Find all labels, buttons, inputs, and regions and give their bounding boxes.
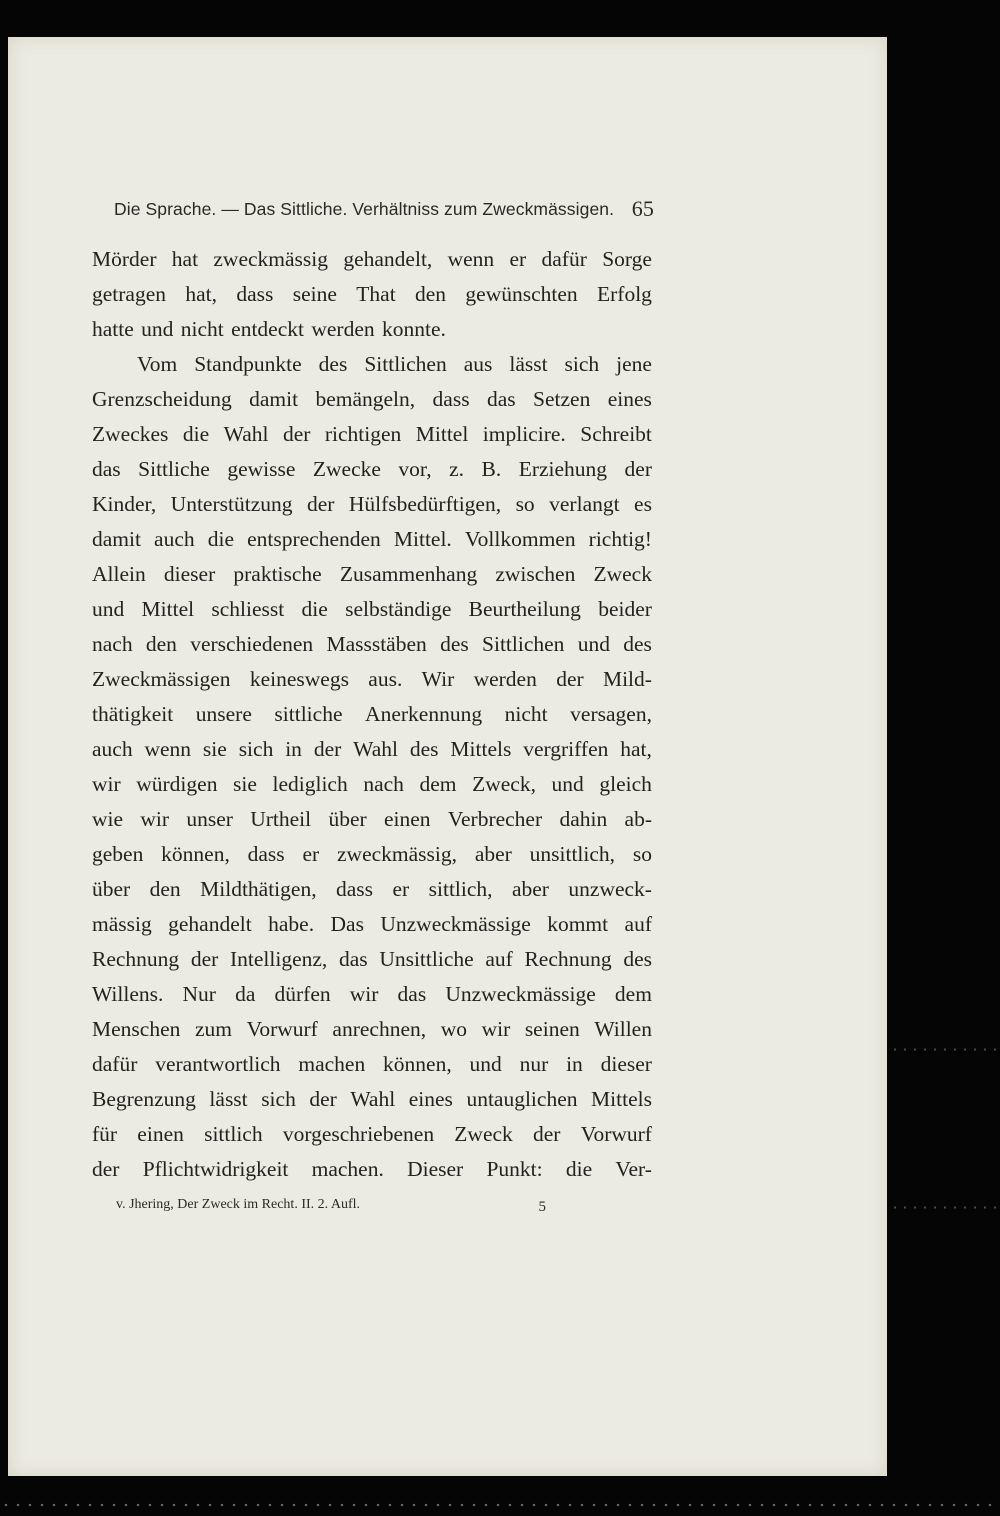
word: zwischen (495, 562, 576, 586)
word: wir (140, 807, 170, 831)
word: zweckmässig, (337, 842, 458, 866)
word: Vorwurf (246, 1017, 318, 1041)
text-line (92, 1082, 652, 1117)
word: Willen (594, 1017, 652, 1041)
text-line-content (92, 627, 652, 662)
word: Mildthätigen, (200, 877, 317, 901)
word: Dieser (407, 1157, 464, 1181)
word: Ver- (615, 1157, 652, 1181)
text-line (92, 872, 652, 907)
text-line-content (92, 1012, 652, 1047)
word: anrechnen, (332, 1017, 427, 1041)
word: der (92, 1157, 120, 1181)
text-line (92, 382, 652, 417)
text-line-content (92, 522, 652, 557)
text-line-content (92, 942, 652, 977)
word: Mittel (415, 422, 469, 446)
word: Mörder (92, 247, 157, 271)
text-line-content (92, 452, 652, 487)
word: der (306, 492, 335, 516)
word: schliesst (211, 597, 285, 621)
word: lediglich (272, 772, 348, 796)
word: auf (485, 947, 513, 971)
word: Wahl (223, 422, 269, 446)
word: jene (616, 352, 652, 376)
word: gleich (599, 772, 652, 796)
word: verlangt (549, 492, 620, 516)
word: mässig (92, 912, 152, 936)
word: sich (564, 352, 600, 376)
word: Setzen (533, 387, 591, 411)
text-line-content (92, 242, 652, 277)
word: zum (194, 1017, 232, 1041)
word: er (392, 877, 410, 901)
word: damit (249, 387, 299, 411)
text-line (92, 697, 652, 732)
word: dass (236, 282, 274, 306)
word: Rechnung (92, 947, 180, 971)
word: dem (614, 982, 652, 1006)
word: aus. (368, 667, 403, 691)
word: vor, (398, 457, 432, 481)
text-line (92, 277, 652, 312)
signature-mark: 5 (538, 1199, 546, 1215)
word: dafür (541, 247, 587, 271)
word: Mittel (141, 597, 195, 621)
word: getragen (92, 282, 167, 306)
word: der (313, 737, 342, 761)
scan-edge-dots (890, 1206, 1000, 1209)
word: verantwortlich (155, 1052, 281, 1076)
word: Vorwurf (580, 1122, 652, 1146)
word: sie (233, 772, 257, 796)
word: des (440, 632, 469, 656)
word: selbständige (345, 597, 452, 621)
word: dieser (600, 1052, 652, 1076)
footer-citation: v. Jhering, Der Zweck im Recht. II. 2. Aufl. (116, 1197, 361, 1212)
word: Allein (92, 562, 146, 586)
word: richtigen (324, 422, 402, 446)
word: vorgeschriebenen (282, 1122, 435, 1146)
word: wenn (447, 247, 495, 271)
text-line-content (92, 802, 652, 837)
word: aber (511, 877, 549, 901)
word: untauglichen (466, 1087, 578, 1111)
word: in (285, 737, 302, 761)
word: einen (137, 1122, 184, 1146)
word: sittliche (274, 702, 343, 726)
word: die (207, 527, 234, 551)
word: wie (92, 807, 124, 831)
word: bemängeln, (315, 387, 416, 411)
word: Rechnung (524, 947, 612, 971)
text-line (92, 1012, 652, 1047)
word: Zusammenhang (339, 562, 478, 586)
word: Zweck (593, 562, 652, 586)
text-line (92, 592, 652, 627)
word: unsere (195, 702, 252, 726)
text-line-content (137, 347, 652, 382)
text-line-content (92, 382, 652, 417)
word: lässt (209, 1087, 248, 1111)
word: Urtheil (250, 807, 312, 831)
word: das (397, 982, 427, 1006)
text-line-content: hatte und nicht entdeckt werden konnte. (92, 317, 446, 341)
word: der (190, 947, 219, 971)
text-line (92, 662, 652, 697)
text-line (92, 1117, 652, 1152)
scan-edge-dots (0, 1503, 1000, 1507)
word: vergriffen (523, 737, 609, 761)
word: Beurtheilung (468, 597, 581, 621)
word: und (577, 632, 610, 656)
word: zweckmässig (213, 247, 329, 271)
word: Erfolg (597, 282, 652, 306)
word: Punkt: (486, 1157, 543, 1181)
word: implicire. (482, 422, 566, 446)
text-line (92, 837, 652, 872)
page-number: 65 (631, 196, 654, 221)
text-line-content (92, 872, 652, 907)
word: Wahl (350, 1087, 396, 1111)
word: That (356, 282, 396, 306)
word: Schreibt (580, 422, 652, 446)
word: Sorge (602, 247, 652, 271)
text-line-content (92, 662, 652, 697)
word: auch (92, 737, 133, 761)
word: würdigen (136, 772, 218, 796)
word: versagen, (570, 702, 652, 726)
word: nur (519, 1052, 549, 1076)
text-line (92, 767, 652, 802)
word: der (282, 422, 311, 446)
word: richtig! (588, 527, 652, 551)
word: Wahl (353, 737, 398, 761)
word: die (182, 422, 210, 446)
text-line-content (92, 487, 652, 522)
word: Vollkommen (464, 527, 576, 551)
text-line (92, 1047, 652, 1082)
word: Erziehung (518, 457, 608, 481)
word: Verbrecher (447, 807, 543, 831)
text-line-content (92, 277, 652, 312)
word: den (149, 877, 181, 901)
word: Anerkennung (365, 702, 483, 726)
text-line-content (92, 697, 652, 732)
text-line (92, 487, 652, 522)
word: können, (161, 842, 230, 866)
word: Sittliche (138, 457, 210, 481)
word: Unterstützung (170, 492, 293, 516)
word: thätigkeit (92, 702, 174, 726)
word: dahin (559, 807, 608, 831)
word: hat (171, 247, 199, 271)
word: der (624, 457, 652, 481)
word: Unsittliche (379, 947, 474, 971)
word: Intelligenz, (229, 947, 328, 971)
text-line (92, 1152, 652, 1187)
word: das (486, 387, 516, 411)
text-line-content (92, 557, 652, 592)
word: verschiedenen (190, 632, 314, 656)
text-line (92, 977, 652, 1012)
word: gewünschten (465, 282, 578, 306)
word: nicht (504, 702, 548, 726)
word: für (92, 1122, 118, 1146)
word: Unzweckmässige (380, 912, 531, 936)
word: Zweck, (472, 772, 536, 796)
word: dem (419, 772, 457, 796)
word: da (235, 982, 256, 1006)
text-line (92, 627, 652, 662)
word: sittlich (204, 1122, 263, 1146)
word: der (556, 667, 584, 691)
page-footer (116, 1197, 546, 1213)
word: sich (261, 1087, 296, 1111)
word: einen (383, 807, 431, 831)
word: der (533, 1122, 561, 1146)
word: in (566, 1052, 583, 1076)
word: der (309, 1087, 337, 1111)
word: es (634, 492, 652, 516)
word: wir (349, 982, 379, 1006)
word: sich (238, 737, 274, 761)
word: Vom (137, 352, 178, 376)
text-line-content (92, 1047, 652, 1082)
word: gehandelt, (343, 247, 433, 271)
word: dafür (92, 1052, 138, 1076)
word: das (92, 457, 121, 481)
word: des (318, 352, 348, 376)
word: praktische (233, 562, 322, 586)
word: keineswegs (249, 667, 349, 691)
word: er (302, 842, 320, 866)
word: wo (440, 1017, 467, 1041)
text-line (92, 557, 652, 592)
word: Sittlichen (364, 352, 447, 376)
word: können, (383, 1052, 452, 1076)
word: habe. (268, 912, 315, 936)
word: des (623, 632, 652, 656)
word: aber (474, 842, 512, 866)
word: und (551, 772, 584, 796)
word: eines (607, 387, 652, 411)
text-line (92, 802, 652, 837)
text-line (92, 242, 652, 277)
word: dieser (163, 562, 216, 586)
word: aus (463, 352, 493, 376)
word: Sittlichen (482, 632, 565, 656)
text-line-content (92, 1117, 652, 1152)
word: nach (92, 632, 133, 656)
text-line-content (92, 907, 652, 942)
word: damit (92, 527, 141, 551)
text-line (92, 942, 652, 977)
word: Standpunkte (194, 352, 302, 376)
text-line (92, 417, 652, 452)
text-line (92, 732, 652, 767)
word: den (145, 632, 177, 656)
scan-edge-dots (890, 1048, 1000, 1051)
word: die (565, 1157, 593, 1181)
word: eines (408, 1087, 453, 1111)
text-line-content (92, 1082, 652, 1117)
word: gewisse (227, 457, 296, 481)
text-line-content (92, 732, 652, 767)
body-text (92, 242, 652, 1187)
word: kommt (547, 912, 609, 936)
word: unser (186, 807, 233, 831)
text-line (92, 907, 652, 942)
word: Kinder, (92, 492, 157, 516)
word: dürfen (274, 982, 331, 1006)
word: Grenzscheidung (92, 387, 232, 411)
word: B. (481, 457, 502, 481)
word: wir (481, 1017, 511, 1041)
word: Zweckes (92, 422, 169, 446)
word: entsprechenden (247, 527, 381, 551)
word: so (515, 492, 535, 516)
text-line-content (92, 1152, 652, 1187)
word: auch (154, 527, 195, 551)
word: das (338, 947, 368, 971)
word: die (301, 597, 328, 621)
running-head-title: Die Sprache. — Das Sittliche. Verhältniss zum Zweckmässigen. (114, 199, 615, 219)
text-line-content (92, 417, 652, 452)
word: unsittlich, (529, 842, 616, 866)
text-line-content (92, 977, 652, 1012)
word: seine (292, 282, 337, 306)
word: werden (473, 667, 537, 691)
word: Zweckmässigen (92, 667, 231, 691)
word: gehandelt (168, 912, 252, 936)
word: machen. (311, 1157, 384, 1181)
text-line-content (92, 837, 652, 872)
word: und (469, 1052, 502, 1076)
text-line (92, 452, 652, 487)
word: Willens. (92, 982, 164, 1006)
word: Mittels (450, 737, 512, 761)
word: Zwecke (312, 457, 381, 481)
word: er (509, 247, 527, 271)
word: und (92, 597, 125, 621)
word: dass (247, 842, 285, 866)
word: den (415, 282, 447, 306)
word: machen (298, 1052, 366, 1076)
word: des (623, 947, 652, 971)
word: auf (624, 912, 652, 936)
word: sittlich, (428, 877, 493, 901)
word: Mild- (602, 667, 652, 691)
text-line (92, 347, 652, 382)
word: Mittels (591, 1087, 652, 1111)
word: Pflichtwidrigkeit (142, 1157, 289, 1181)
word: dass (336, 877, 374, 901)
text-line-content (92, 767, 652, 802)
word: so (632, 842, 652, 866)
word: geben (92, 842, 144, 866)
word: des (409, 737, 439, 761)
word: Nur (182, 982, 216, 1006)
word: dass (432, 387, 470, 411)
text-line (92, 522, 652, 557)
word: nach (363, 772, 404, 796)
word: Wir (421, 667, 455, 691)
word: sie (202, 737, 227, 761)
word: hat, (620, 737, 652, 761)
word: Mittel. (393, 527, 452, 551)
word: über (328, 807, 367, 831)
word: Das (330, 912, 364, 936)
word: Begrenzung (92, 1087, 196, 1111)
word: wenn (144, 737, 192, 761)
word: unzweck- (568, 877, 652, 901)
word: beider (598, 597, 652, 621)
word: Massstäben (326, 632, 427, 656)
text-line-content (92, 592, 652, 627)
word: seinen (524, 1017, 580, 1041)
text-line (92, 312, 652, 347)
word: z. (449, 457, 464, 481)
word: lässt (509, 352, 548, 376)
word: Unzweckmässige (445, 982, 596, 1006)
word: Zweck (454, 1122, 513, 1146)
word: ab- (624, 807, 652, 831)
word: wir (92, 772, 121, 796)
word: Menschen (92, 1017, 181, 1041)
word: über (92, 877, 131, 901)
running-head (114, 196, 654, 225)
word: Hülfsbedürftigen, (348, 492, 502, 516)
word: hat, (185, 282, 218, 306)
